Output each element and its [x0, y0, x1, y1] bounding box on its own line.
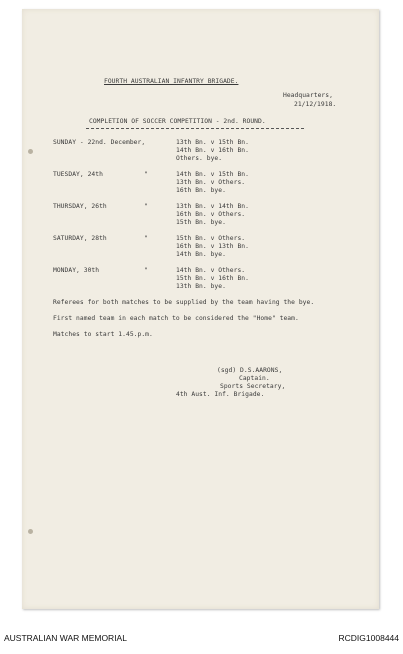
schedule-day: MONDAY, 30th	[53, 267, 100, 274]
document-subtitle: COMPLETION OF SOCCER COMPETITION - 2nd. ROUND.	[89, 118, 266, 125]
subtitle-rule	[86, 128, 304, 129]
note-home-team: First named team in each match to be considered the "Home" team.	[53, 315, 299, 322]
schedule-bye: 16th Bn. bye.	[176, 187, 226, 194]
schedule-match: 16th Bn. v Others.	[176, 211, 246, 218]
signature-rank: Captain.	[239, 375, 270, 382]
header-location: Headquarters,	[283, 92, 333, 99]
note-start-time: Matches to start 1.45.p.m.	[53, 331, 153, 338]
footer-record-id: RCDIG1008444	[338, 633, 399, 643]
signature-role: Sports Secretary,	[220, 383, 286, 390]
document-title: FOURTH AUSTRALIAN INFANTRY BRIGADE.	[104, 78, 239, 85]
schedule-ditto: "	[144, 203, 148, 210]
punch-hole	[28, 149, 33, 154]
schedule-day: TUESDAY, 24th	[53, 171, 103, 178]
signature-name: (sgd) D.S.AARONS,	[217, 367, 283, 374]
schedule-match: 15th Bn. v Others.	[176, 235, 246, 242]
schedule-ditto: "	[144, 267, 148, 274]
schedule-match: 13th Bn. v 14th Bn.	[176, 203, 249, 210]
schedule-day: SUNDAY - 22nd. December,	[53, 139, 146, 146]
schedule-match: 16th Bn. v 13th Bn.	[176, 243, 249, 250]
document-page	[22, 9, 379, 609]
schedule-match: 15th Bn. v 16th Bn.	[176, 275, 249, 282]
schedule-match: 13th Bn. v 15th Bn.	[176, 139, 249, 146]
schedule-match: 14th Bn. v 15th Bn.	[176, 171, 249, 178]
schedule-day: THURSDAY, 26th	[53, 203, 107, 210]
schedule-ditto: "	[144, 171, 148, 178]
schedule-bye: 15th Bn. bye.	[176, 219, 226, 226]
schedule-ditto: "	[144, 235, 148, 242]
schedule-match: 13th Bn. v Others.	[176, 179, 246, 186]
schedule-bye: 13th Bn. bye.	[176, 283, 226, 290]
schedule-bye: Others. bye.	[176, 155, 223, 162]
footer-source: AUSTRALIAN WAR MEMORIAL	[4, 633, 127, 643]
schedule-bye: 14th Bn. bye.	[176, 251, 226, 258]
punch-hole	[28, 529, 33, 534]
note-referees: Referees for both matches to be supplied by the team having the bye.	[53, 299, 315, 306]
schedule-match: 14th Bn. v 16th Bn.	[176, 147, 249, 154]
signature-unit: 4th Aust. Inf. Brigade.	[176, 391, 265, 398]
schedule-match: 14th Bn. v Others.	[176, 267, 246, 274]
header-date: 21/12/1918.	[294, 101, 337, 108]
schedule-day: SATURDAY, 28th	[53, 235, 107, 242]
